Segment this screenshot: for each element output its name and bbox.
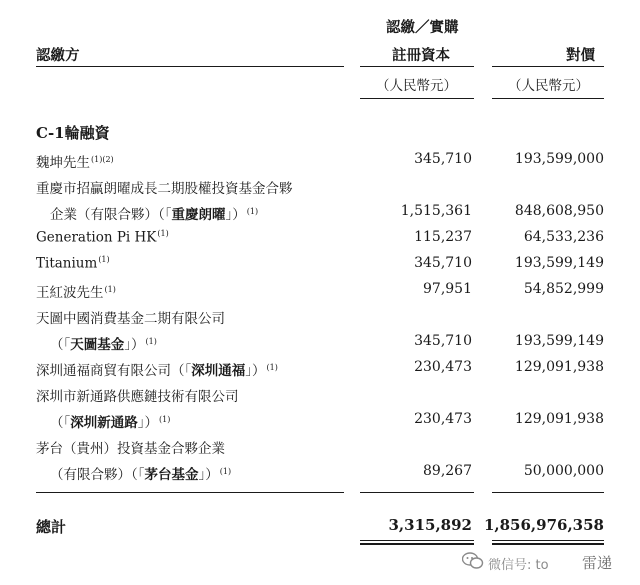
row-consideration: 129,091,938 <box>514 411 604 427</box>
watermark-text: 微信号: to <box>488 558 549 573</box>
row-capital: 89,267 <box>423 463 472 479</box>
row-subscriber: 天圖中國消費基金二期有限公司 <box>36 311 225 327</box>
row-consideration: 54,852,999 <box>523 281 604 297</box>
row-capital: 97,951 <box>423 281 472 297</box>
row-subscriber: 深圳通福商貿有限公司（「深圳通福」）$^{(1)}$ <box>36 362 278 379</box>
row-subscriber: 茅台（貴州）投資基金合夥企業 <box>36 441 225 457</box>
unit-consideration: （人民幣元） <box>508 78 589 94</box>
total-consideration: 1,856,976,358 <box>483 516 604 534</box>
row-capital: 115,237 <box>414 229 472 245</box>
header-subscribed-capital-line1: 認繳／實購 <box>386 19 459 36</box>
unit-capital: （人民幣元） <box>376 78 457 94</box>
row-subscriber-cont: （有限合夥）（「茅台基金」）$^{(1)}$ <box>50 466 232 483</box>
row-consideration: 64,533,236 <box>523 229 604 245</box>
total-double-rule-a-col2 <box>360 540 474 541</box>
row-subscriber: 王紅波先生$^{(1)}$ <box>36 284 116 301</box>
wechat-icon <box>462 552 484 570</box>
row-subscriber-cont: （「天圖基金」）$^{(1)}$ <box>50 336 157 353</box>
total-double-rule-a-col3 <box>492 540 604 541</box>
row-capital: 345,710 <box>414 333 472 349</box>
row-subscriber: 重慶市招贏朗曜成長二期股權投資基金合夥 <box>36 181 293 197</box>
unit-rule-col3 <box>492 98 604 99</box>
total-rule-col1 <box>36 492 344 493</box>
row-subscriber: Titanium$^{(1)}$ <box>36 255 110 272</box>
row-capital: 345,710 <box>414 151 472 167</box>
row-consideration: 848,608,950 <box>514 203 604 219</box>
unit-rule-col2 <box>360 98 474 99</box>
row-consideration: 193,599,149 <box>514 255 604 271</box>
section-title: C-1輪融資 <box>36 124 110 142</box>
row-capital: 345,710 <box>414 255 472 271</box>
row-subscriber: 魏坤先生$^{(1)(2)}$ <box>36 154 114 171</box>
header-rule-col3 <box>492 66 604 67</box>
header-rule-col2 <box>360 66 474 67</box>
row-capital: 1,515,361 <box>400 203 472 219</box>
row-consideration: 50,000,000 <box>523 463 604 479</box>
total-rule-col2 <box>360 492 474 493</box>
header-subscribed-capital-line2: 註冊資本 <box>392 47 450 64</box>
total-double-rule-b-col3 <box>492 543 604 545</box>
total-double-rule-b-col2 <box>360 543 474 545</box>
watermark-overlay: 雷递 <box>582 554 613 572</box>
row-subscriber-cont: 企業（有限合夥）（「重慶朗曜」）$^{(1)}$ <box>50 206 259 223</box>
row-subscriber-cont: （「深圳新通路」）$^{(1)}$ <box>50 414 171 431</box>
row-subscriber: 深圳市新通路供應鏈技術有限公司 <box>36 389 239 405</box>
total-label: 總計 <box>36 518 67 536</box>
total-rule-col3 <box>492 492 604 493</box>
row-consideration: 129,091,938 <box>514 359 604 375</box>
row-capital: 230,473 <box>414 411 472 427</box>
row-consideration: 193,599,000 <box>514 151 604 167</box>
header-consideration: 對價 <box>566 47 595 64</box>
total-capital: 3,315,892 <box>388 516 472 534</box>
row-capital: 230,473 <box>414 359 472 375</box>
header-rule-col1 <box>36 66 344 67</box>
row-subscriber: Generation Pi HK$^{(1)}$ <box>36 229 169 246</box>
watermark <box>462 548 638 578</box>
row-consideration: 193,599,149 <box>514 333 604 349</box>
header-subscriber: 認繳方 <box>36 47 80 64</box>
